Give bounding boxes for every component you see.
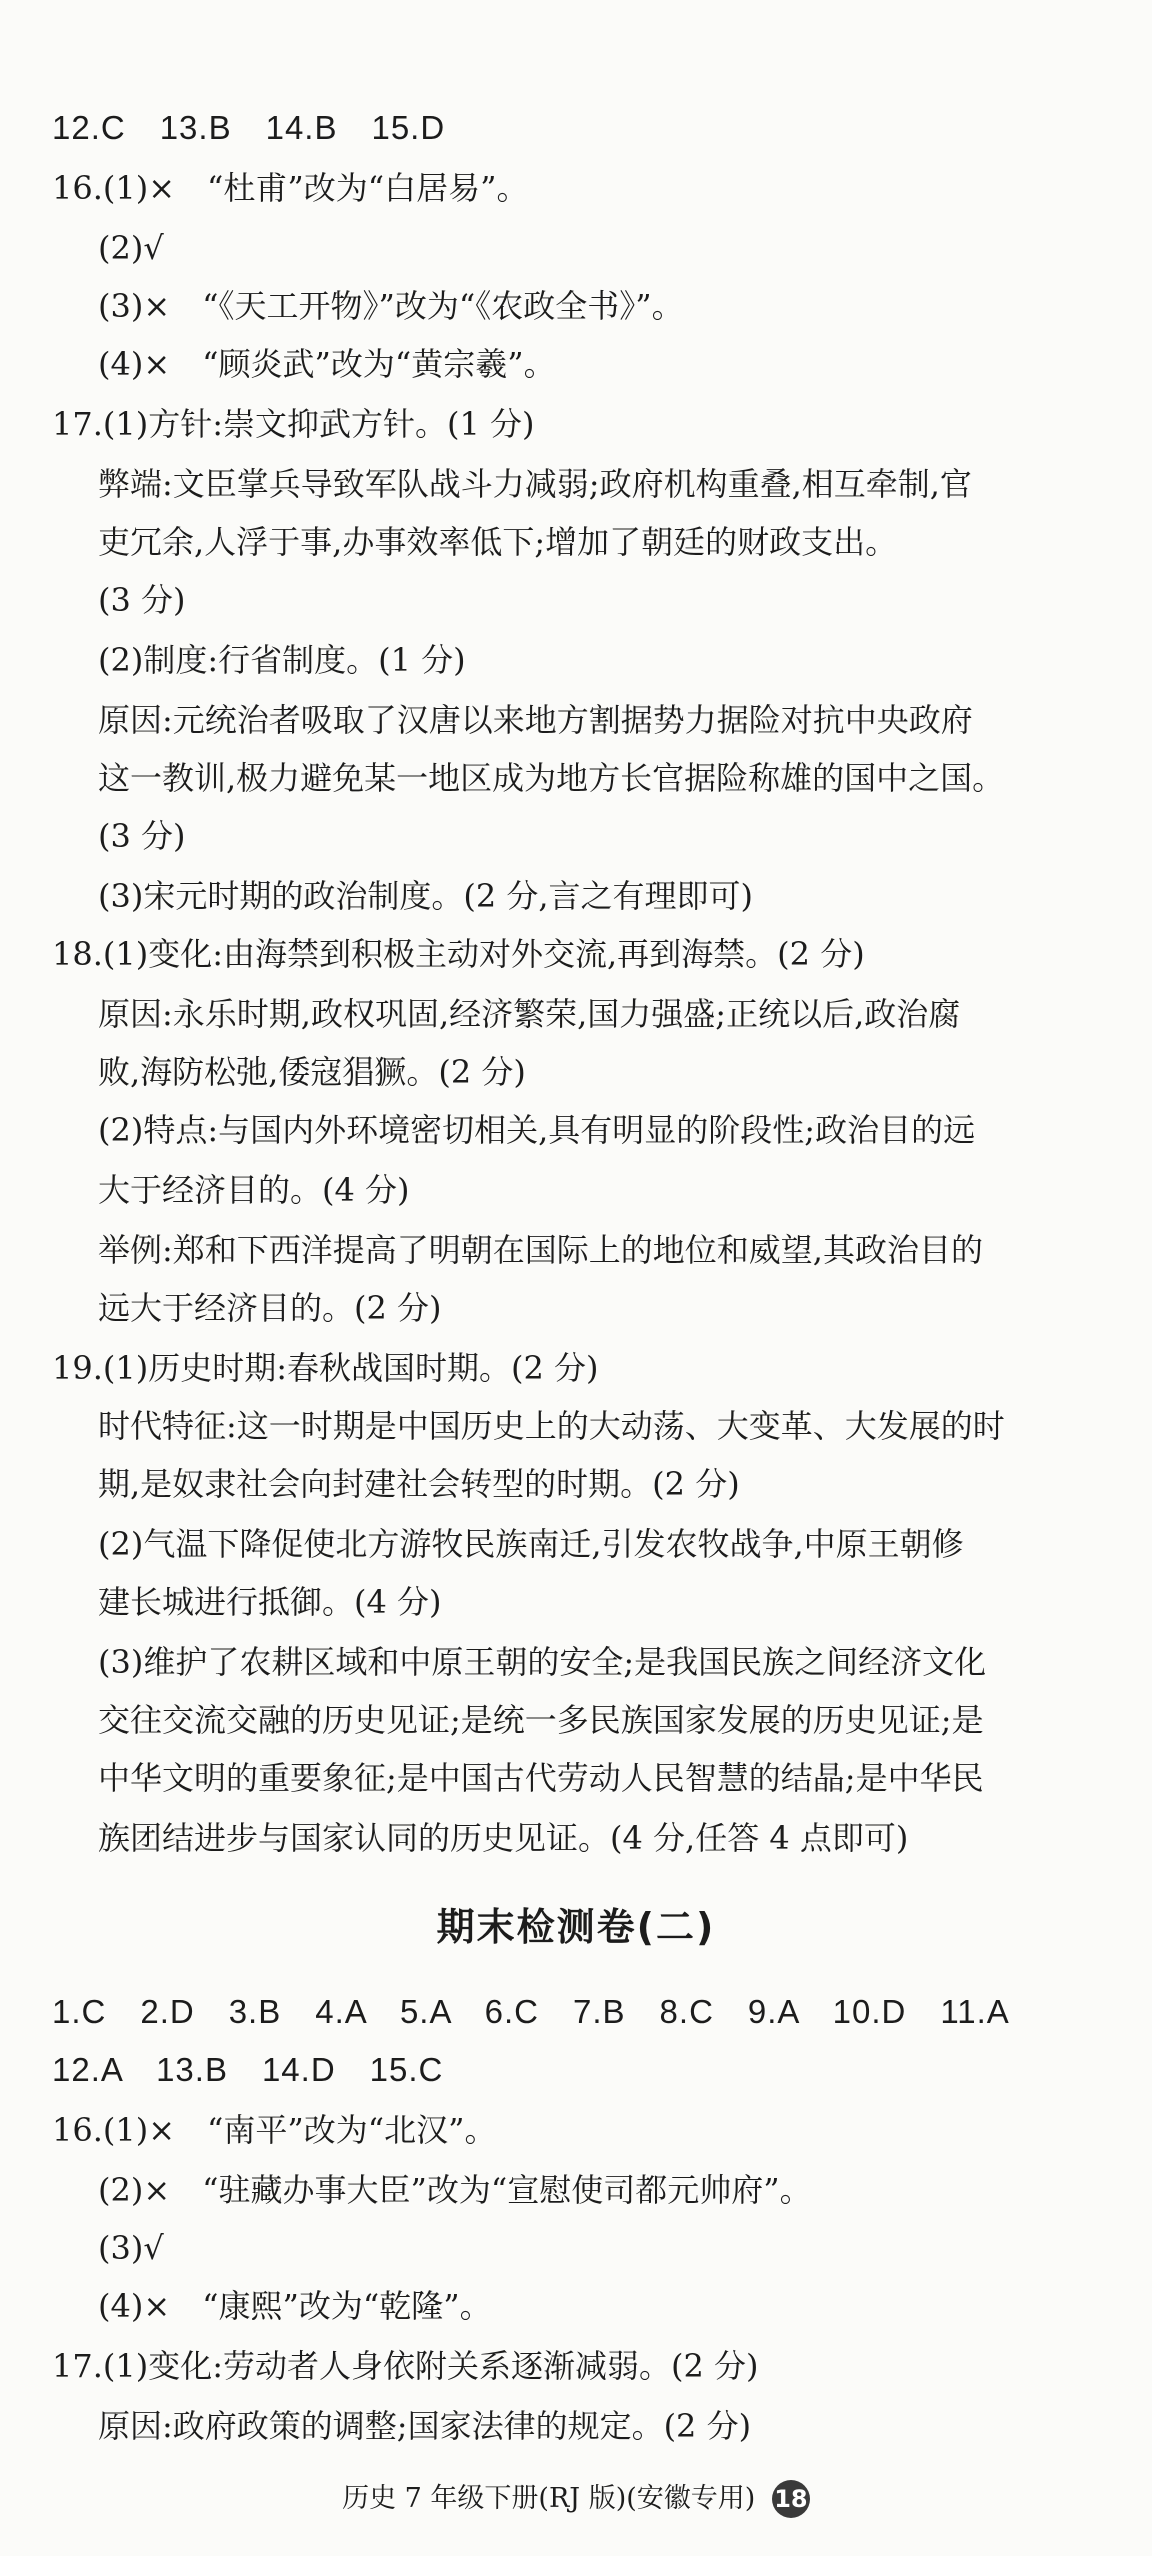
answer-line: 12.C 13.B 14.B 15.D [52, 109, 446, 146]
answer-line: 吏冗余,人浮于事,办事效率低下;增加了朝廷的财政支出。 [98, 523, 898, 561]
answer-line: 大于经济目的。(4 分) [98, 1171, 410, 1209]
answer-line: (3)√ [98, 2229, 164, 2267]
answer-line: 举例:郑和下西洋提高了明朝在国际上的地位和威望,其政治目的 [98, 1231, 983, 1269]
answer-line: 原因:永乐时期,政权巩固,经济繁荣,国力强盛;正统以后,政治腐 [98, 995, 961, 1033]
answer-line: 这一教训,极力避免某一地区成为地方长官据险称雄的国中之国。 [98, 759, 1005, 797]
answer-line: 16.(1)× “南平”改为“北汉”。 [52, 2111, 497, 2149]
answer-line: (3)维护了农耕区域和中原王朝的安全;是我国民族之间经济文化 [98, 1643, 987, 1681]
answer-line: (3)× “《天工开物》”改为“《农政全书》”。 [98, 287, 684, 325]
answer-line: 期,是奴隶社会向封建社会转型的时期。(2 分) [98, 1465, 740, 1503]
answer-line: 18.(1)变化:由海禁到积极主动对外交流,再到海禁。(2 分) [52, 935, 865, 973]
answer-line: (3 分) [98, 817, 186, 855]
answer-line: 中华文明的重要象征;是中国古代劳动人民智慧的结晶;是中华民 [98, 1759, 984, 1797]
answer-line: 17.(1)变化:劳动者人身依附关系逐渐减弱。(2 分) [52, 2347, 759, 2385]
answer-line: (2)√ [98, 229, 164, 267]
page-footer [0, 2480, 1152, 2518]
answer-line: (3)宋元时期的政治制度。(2 分,言之有理即可) [98, 877, 754, 915]
answer-line: (4)× “顾炎武”改为“黄宗羲”。 [98, 345, 556, 383]
answer-line: 16.(1)× “杜甫”改为“白居易”。 [52, 169, 529, 207]
answer-line: 原因:元统治者吸取了汉唐以来地方割据势力据险对抗中央政府 [98, 701, 973, 739]
answer-line: 建长城进行抵御。(4 分) [98, 1583, 442, 1621]
answer-line: 交往交流交融的历史见证;是统一多民族国家发展的历史见证;是 [98, 1701, 984, 1739]
answer-line: 族团结进步与国家认同的历史见证。(4 分,任答 4 点即可) [98, 1819, 909, 1857]
answer-line: 败,海防松弛,倭寇猖獗。(2 分) [98, 1053, 526, 1091]
answer-line: (4)× “康熙”改为“乾隆”。 [98, 2287, 492, 2325]
answer-line: 时代特征:这一时期是中国历史上的大动荡、大变革、大发展的时 [98, 1407, 1005, 1445]
answer-line: 17.(1)方针:崇文抑武方针。(1 分) [52, 405, 535, 443]
answer-line: 1.C 2.D 3.B 4.A 5.A 6.C 7.B 8.C 9.A 10.D 11.A [52, 1993, 1010, 2030]
answer-line: 原因:政府政策的调整;国家法律的规定。(2 分) [98, 2407, 752, 2445]
page-number-badge: 18 [772, 2480, 810, 2518]
answer-line: (2)× “驻藏办事大臣”改为“宣慰使司都元帅府”。 [98, 2171, 812, 2209]
answer-line: (2)气温下降促使北方游牧民族南迁,引发农牧战争,中原王朝修 [98, 1525, 964, 1563]
section-title: 期末检测卷(二) [436, 1905, 716, 1949]
answer-line: (2)制度:行省制度。(1 分) [98, 641, 466, 679]
footer-text: 历史 7 年级下册(RJ 版)(安徽专用) [342, 2483, 756, 2514]
answer-line: 远大于经济目的。(2 分) [98, 1289, 442, 1327]
answer-line: 弊端:文臣掌兵导致军队战斗力减弱;政府机构重叠,相互牵制,官 [98, 465, 972, 503]
answer-line: (2)特点:与国内外环境密切相关,具有明显的阶段性;政治目的远 [98, 1111, 976, 1149]
answer-line: (3 分) [98, 581, 186, 619]
answer-line: 12.A 13.B 14.D 15.C [52, 2051, 444, 2088]
answer-line: 19.(1)历史时期:春秋战国时期。(2 分) [52, 1349, 599, 1387]
